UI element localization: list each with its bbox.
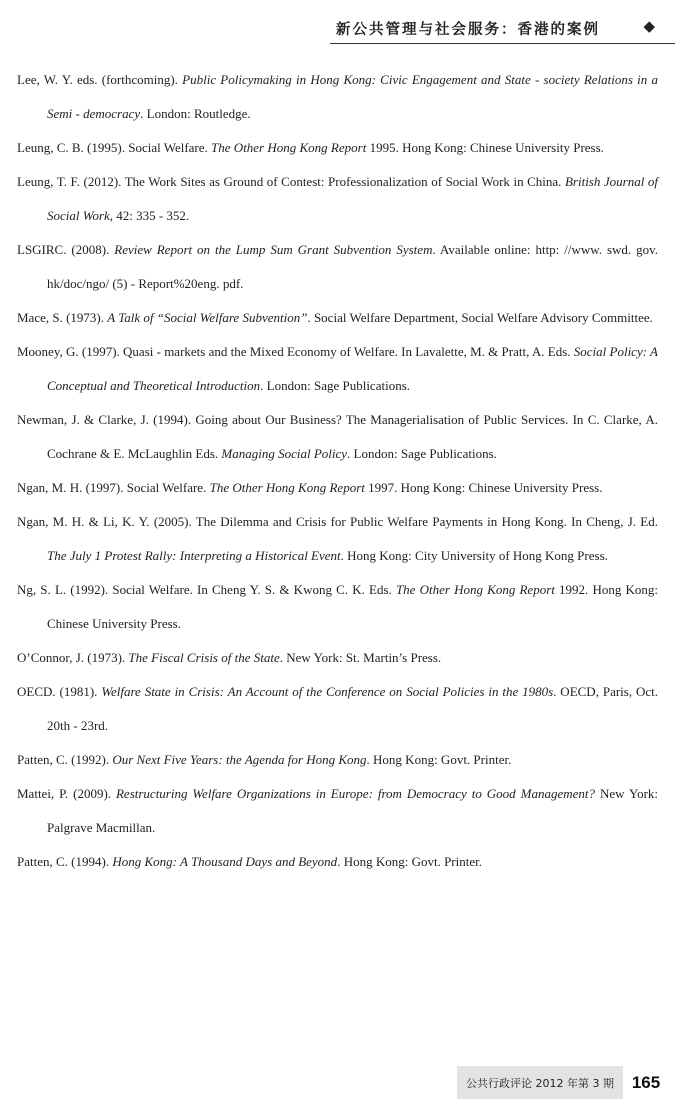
reference-entry: Leung, T. F. (2012). The Work Sites as Ground of Contest: Professionalization of Social Work in China. British Journal of Social Work, 42: 335 - 352. [17, 174, 658, 223]
reference-entry: Patten, C. (1992). Our Next Five Years: the Agenda for Hong Kong. Hong Kong: Govt. Printer. [17, 752, 512, 767]
reference-entry: Mace, S. (1973). A Talk of “Social Welfare Subvention”. Social Welfare Department, Social Welfare Advisory Committee. [17, 310, 653, 325]
reference-entry: Lee, W. Y. eds. (forthcoming). Public Policymaking in Hong Kong: Civic Engagement and State - society Relations in a Semi - democracy. London: Routledge. [17, 72, 658, 121]
reference-entry: Mooney, G. (1997). Quasi - markets and the Mixed Economy of Welfare. In Lavalette, M. & Pratt, A. Eds. Social Policy: A Conceptual and Theoretical Introduction. London: Sage Publications. [17, 344, 659, 393]
reference-entry: Ngan, M. H. (1997). Social Welfare. The Other Hong Kong Report 1997. Hong Kong: Chinese University Press. [17, 480, 603, 495]
reference-entry: Leung, C. B. (1995). Social Welfare. The Other Hong Kong Report 1995. Hong Kong: Chinese University Press. [17, 140, 604, 155]
reference-entry: OECD. (1981). Welfare State in Crisis: An Account of the Conference on Social Policies in the 1980s. OECD, Paris, Oct. 20th - 23rd. [17, 684, 658, 733]
reference-list [17, 63, 658, 879]
reference-entry: Patten, C. (1994). Hong Kong: A Thousand Days and Beyond. Hong Kong: Govt. Printer. [17, 854, 482, 869]
page-number: 165 [631, 1072, 661, 1092]
reference-entry: Ngan, M. H. & Li, K. Y. (2005). The Dilemma and Crisis for Public Welfare Payments in Hong Kong. In Cheng, J. Ed. The July 1 Protest Rally: Interpreting a Historical Event. Hong Kong: City University of Hong Kong Press. [17, 514, 658, 563]
diamond-icon: ◆ [643, 17, 657, 35]
header-rule [330, 43, 675, 44]
journal-footer: 公共行政评论 2012 年第 3 期 [457, 1066, 623, 1099]
running-header [330, 14, 675, 44]
reference-entry: Ng, S. L. (1992). Social Welfare. In Cheng Y. S. & Kwong C. K. Eds. The Other Hong Kong Report 1992. Hong Kong: Chinese University Press. [17, 582, 659, 631]
running-header-title: 新公共管理与社会服务：香港的案例 [336, 21, 600, 38]
reference-entry: LSGIRC. (2008). Review Report on the Lump Sum Grant Subvention System. Available online: http: //www. swd. gov. hk/doc/ngo/ (5) - Report%20eng. pdf. [17, 242, 658, 291]
reference-entry: Newman, J. & Clarke, J. (1994). Going about Our Business? The Managerialisation of Public Services. In C. Clarke, A. Cochrane & E. McLaughlin Eds. Managing Social Policy. London: Sage Publications. [17, 412, 658, 461]
reference-entry: O’Connor, J. (1973). The Fiscal Crisis of the State. New York: St. Martin’s Press. [17, 650, 442, 665]
reference-entry: Mattei, P. (2009). Restructuring Welfare Organizations in Europe: from Democracy to Good Management? New York: Palgrave Macmillan. [17, 786, 659, 835]
